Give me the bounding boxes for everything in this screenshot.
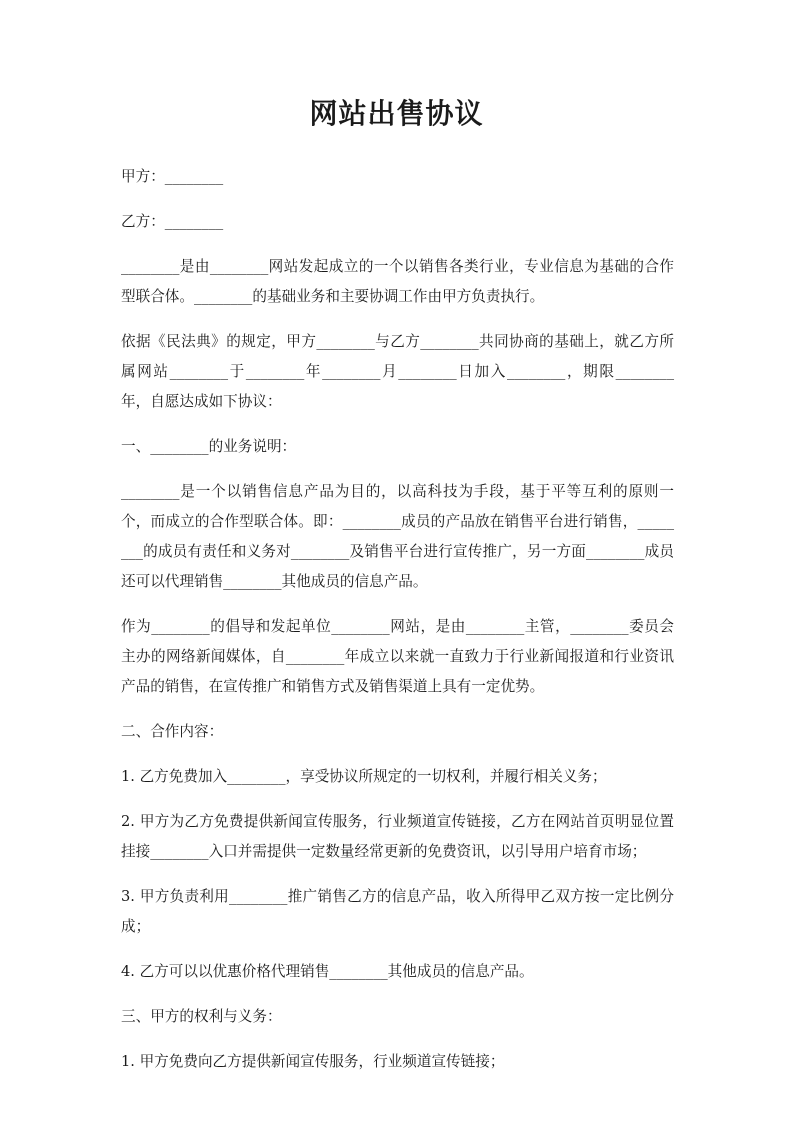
section-2-item-4: 4. 乙方可以以优惠价格代理销售________其他成员的信息产品。 [121,963,534,980]
section-3-item-1: 1. 甲方免费向乙方提供新闻宣传服务，行业频道宣传链接； [121,1053,505,1070]
document-title: 网站出售协议 [309,97,484,130]
section-1-paragraph-1: ________是一个以销售信息产品为目的，以高科技为手段，基于平等互利的原则一个，而成立的合作型联合体。即：________成员的产品放在销售平台进行销售，________的成员有责任和义务对________及销售平台进行宣传推广，另一方面________成员还可以代理销售________其他成员的信息产品。 [121,483,674,590]
document-body [121,162,674,1092]
section-1-paragraph-2: 作为________的倡导和发起单位________网站，是由________主管，________委员会主办的网络新闻媒体，自________年成立以来就一直致力于行业新闻报道和行业资讯产品的销售，在宣传推广和销售方式及销售渠道上具有一定优势。 [121,618,674,695]
party-a-line: 甲方：________ [121,168,224,185]
party-b-line: 乙方：________ [121,213,224,230]
section-2-heading: 二、合作内容： [121,723,224,740]
section-2-item-2: 2. 甲方为乙方免费提供新闻宣传服务，行业频道宣传链接，乙方在网站首页明显位置挂接________入口并需提供一定数量经常更新的免费资讯，以引导用户培育市场； [121,813,674,860]
basis-paragraph: 依据《民法典》的规定，甲方________与乙方________共同协商的基础上，就乙方所属网站________于________年________月________日加入________，期限________年，自愿达成如下协议： [121,333,674,410]
section-2-item-1: 1. 乙方免费加入________，享受协议所规定的一切权利，并履行相关义务； [121,768,607,785]
section-3-heading: 三、甲方的权利与义务： [121,1008,282,1025]
intro-paragraph: ________是由________网站发起成立的一个以销售各类行业，专业信息为基础的合作型联合体。________的基础业务和主要协调工作由甲方负责执行。 [121,258,674,305]
section-1-heading: 一、________的业务说明： [121,438,297,455]
section-2-item-3: 3. 甲方负责利用________推广销售乙方的信息产品，收入所得甲乙双方按一定比例分成； [121,888,674,935]
